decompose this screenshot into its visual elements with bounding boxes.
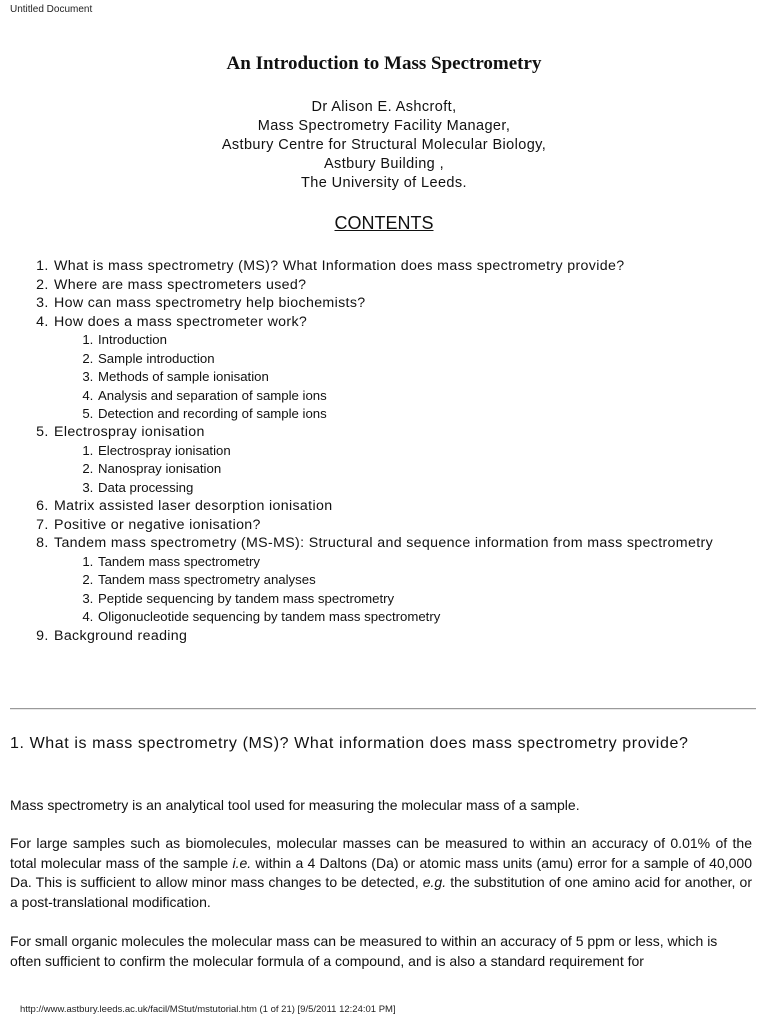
toc-link[interactable]: How can mass spectrometry help biochemists? (54, 295, 366, 312)
toc-sublink[interactable]: Oligonucleotide sequencing by tandem mass spectrometry (98, 609, 441, 625)
toc-subitem[interactable] (97, 479, 743, 497)
author-role: Mass Spectrometry Facility Manager, (257, 118, 511, 134)
toc-sublink[interactable]: Electrospray ionisation (98, 443, 231, 458)
toc-subitem[interactable] (97, 460, 743, 478)
toc-link[interactable]: How does a mass spectrometer work? (54, 313, 308, 330)
toc-item[interactable] (53, 276, 743, 295)
toc-sublist (54, 331, 743, 423)
toc-subitem[interactable] (97, 368, 743, 386)
toc-item[interactable] (53, 423, 743, 497)
toc-link[interactable]: Electrospray ionisation (54, 424, 205, 441)
toc-link[interactable]: Where are mass spectrometers used? (54, 276, 307, 293)
toc-subitem[interactable] (97, 350, 743, 368)
paragraph-small-molecules: For small organic molecules the molecular mass can be measured to within an accuracy of 5 ppm or less, which is often sufficient to confirm the molecular formula of a compound, and is also a standard requirement for (10, 933, 718, 969)
toc-item[interactable] (53, 313, 743, 424)
toc-subitem[interactable] (97, 553, 743, 571)
toc-item[interactable] (53, 257, 743, 276)
toc-sublink[interactable]: Nanospray ionisation (98, 461, 222, 477)
page-title: An Introduction to Mass Spectrometry (226, 53, 542, 74)
toc-sublink[interactable]: Tandem mass spectrometry analyses (98, 572, 316, 588)
toc-subitem[interactable] (97, 590, 743, 608)
toc-item[interactable] (53, 516, 743, 535)
toc-sublink[interactable]: Peptide sequencing by tandem mass spectrometry (98, 590, 395, 606)
toc-subitem[interactable] (97, 571, 743, 589)
toc-sublink[interactable]: Detection and recording of sample ions (98, 406, 327, 421)
toc-link[interactable]: Matrix assisted laser desorption ionisation (54, 498, 333, 515)
toc-sublink[interactable]: Analysis and separation of sample ions (98, 387, 327, 403)
abbreviation-eg: e.g. (422, 874, 447, 890)
toc-sublink[interactable]: Data processing (98, 479, 194, 495)
paragraph-text: within a 4 Daltons (Da) or atomic mass units (amu) error for a sample of 40,000 Da. This is sufficient to allow minor mass changes to be detected, (10, 854, 752, 890)
toc-link[interactable]: Positive or negative ionisation? (54, 516, 261, 533)
author-centre: Astbury Centre for Structural Molecular Biology, (221, 137, 547, 153)
paragraph-large-samples (10, 834, 752, 912)
toc-subitem[interactable] (97, 405, 743, 423)
toc-link[interactable]: Tandem mass spectrometry (MS-MS): Structural and sequence information from mass spectrometry (54, 535, 714, 552)
toc-item[interactable] (53, 627, 743, 646)
toc-sublist (54, 442, 743, 497)
toc-subitem[interactable] (97, 442, 743, 460)
toc-sublink[interactable]: Methods of sample ionisation (98, 369, 269, 385)
toc-link[interactable]: What is mass spectrometry (MS)? What Information does mass spectrometry provide? (54, 258, 625, 274)
abbreviation-ie: i.e. (232, 854, 252, 871)
paragraph-text: the substitution of one amino acid for another, or a post-translational modification. (10, 874, 753, 910)
toc-sublist (54, 553, 743, 627)
toc-link[interactable]: Background reading (54, 627, 188, 644)
section-divider (10, 708, 756, 710)
toc-item[interactable] (53, 294, 743, 313)
author-name: Dr Alison E. Ashcroft, (311, 99, 457, 115)
toc-sublink[interactable]: Tandem mass spectrometry (98, 554, 260, 569)
toc-sublink[interactable]: Sample introduction (98, 350, 215, 366)
toc-item[interactable] (53, 534, 743, 626)
toc-subitem[interactable] (97, 331, 743, 349)
contents-heading: CONTENTS (334, 213, 434, 233)
toc-sublink[interactable]: Introduction (98, 332, 167, 348)
section-heading: 1. What is mass spectrometry (MS)? What information does mass spectrometry provide? (10, 735, 689, 752)
toc-subitem[interactable] (97, 387, 743, 405)
toc-subitem[interactable] (97, 608, 743, 626)
paragraph-intro: Mass spectrometry is an analytical tool used for measuring the molecular mass of a sample. (10, 797, 580, 813)
document-header-title: Untitled Document (10, 4, 93, 15)
document-footer-url: http://www.astbury.leeds.ac.uk/facil/MStut/mstutorial.htm (1 of 21) [9/5/2011 12:24:01 PM] (20, 1004, 396, 1015)
author-building: Astbury Building , (323, 156, 445, 172)
table-of-contents (10, 257, 743, 645)
author-university: The University of Leeds. (301, 175, 467, 191)
toc-item[interactable] (53, 497, 743, 516)
paragraph-text: For large samples such as biomolecules, molecular masses can be measured to within an accuracy of 0.01% of the total molecular mass of the sample (10, 835, 752, 871)
author-block (0, 98, 768, 193)
